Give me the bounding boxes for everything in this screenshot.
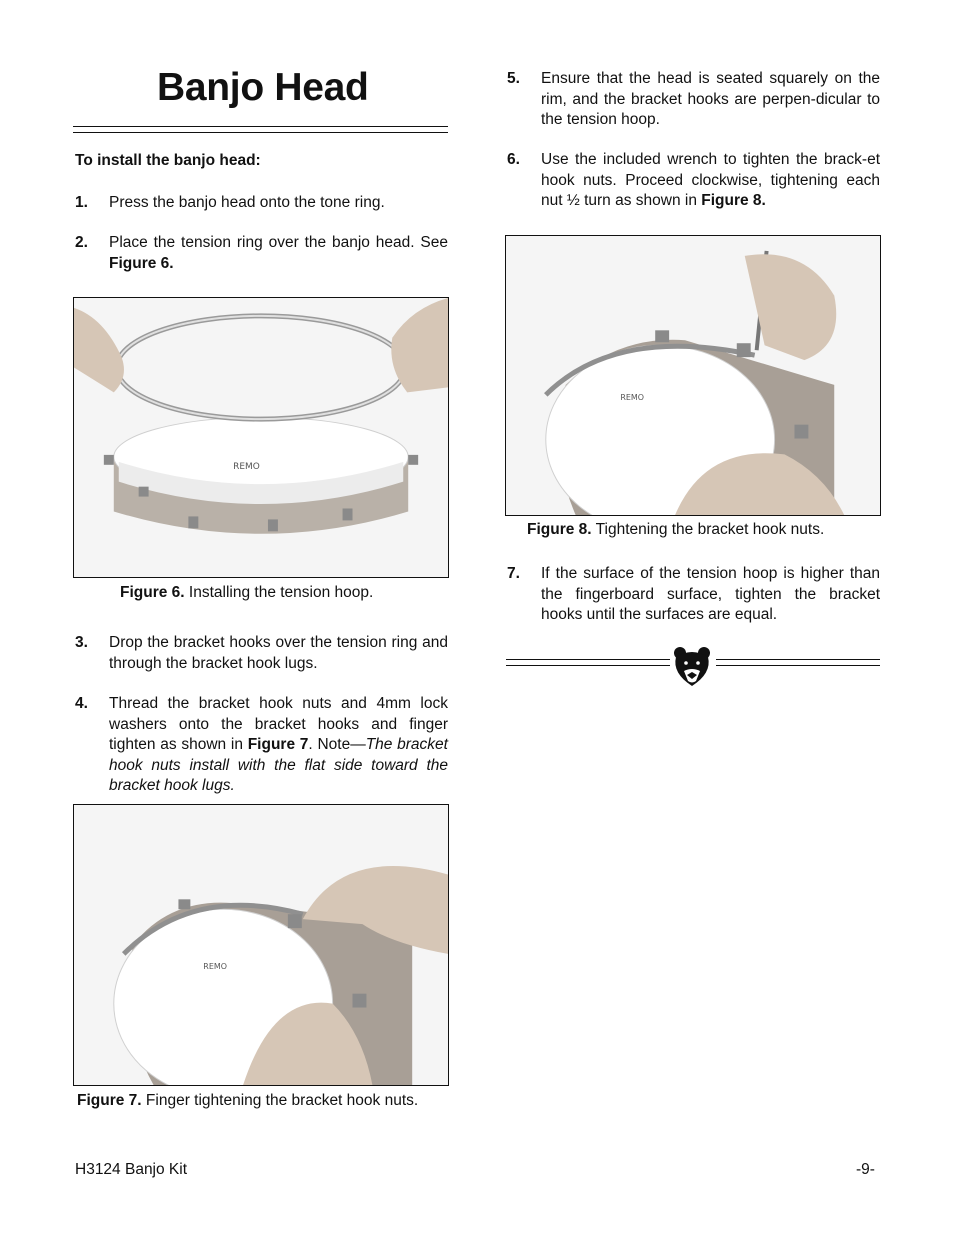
step-number: 3. [75,634,88,651]
step-number: 5. [507,70,520,87]
step-text: Drop the bracket hooks over the tension ring and through the bracket hook lugs. [109,634,448,672]
intro-heading: To install the banjo head: [75,152,261,169]
title-divider [73,126,448,133]
figure-ref: Figure 8. [701,192,766,209]
step-text: Press the banjo head onto the tone ring. [109,194,385,211]
step-number: 6. [507,151,520,168]
step-text: If the surface of the tension hoop is higher than the fingerboard surface, tighten the bracket hooks until the surfaces are equal. [541,565,880,623]
svg-text:REMO: REMO [203,961,227,971]
step-number: 2. [75,234,88,251]
figure-7-photo [73,804,449,1086]
footer-manual-title: H3124 Banjo Kit [75,1161,188,1178]
svg-text:REMO: REMO [233,461,260,472]
end-divider-left [506,659,670,666]
figure-8-photo [505,235,881,516]
step-number: 7. [507,565,520,582]
figure-8-caption: Figure 8. Tightening the bracket hook nuts. [527,521,825,538]
step-text: Ensure that the head is seated squarely on the rim, and the bracket hooks are perpen-dicular to the tension hoop. [541,70,880,128]
figure-ref: Figure 6. [109,254,174,272]
end-divider-right [716,659,880,666]
step-number: 1. [75,194,88,211]
step-number: 4. [75,695,88,712]
step-text: Use the included wrench to tighten the brack-et hook nuts. Proceed clockwise, tightening each nut ½ turn as shown in Figure 8. [541,151,880,209]
svg-text:REMO: REMO [620,392,645,402]
step-text: Thread the bracket hook nuts and 4mm lock washers onto the bracket hooks and finger tighten as shown in Figure 7. Note—The bracket hook nuts install with the flat side toward the bracket hook lugs. [109,695,448,794]
note-text: The bracket hook nuts install with the flat side toward the bracket hook lugs. [109,736,448,794]
footer-page-number: -9- [856,1161,875,1178]
figure-6-photo [73,297,449,578]
step-text: Place the tension ring over the banjo head. See Figure 6. [109,234,448,272]
bear-head-icon [672,645,712,687]
figure-7-caption: Figure 7. Finger tightening the bracket hook nuts. [77,1092,419,1109]
page-title: Banjo Head [157,66,369,109]
figure-6-caption: Figure 6. Installing the tension hoop. [120,584,374,601]
figure-ref: Figure 7 [247,736,309,753]
